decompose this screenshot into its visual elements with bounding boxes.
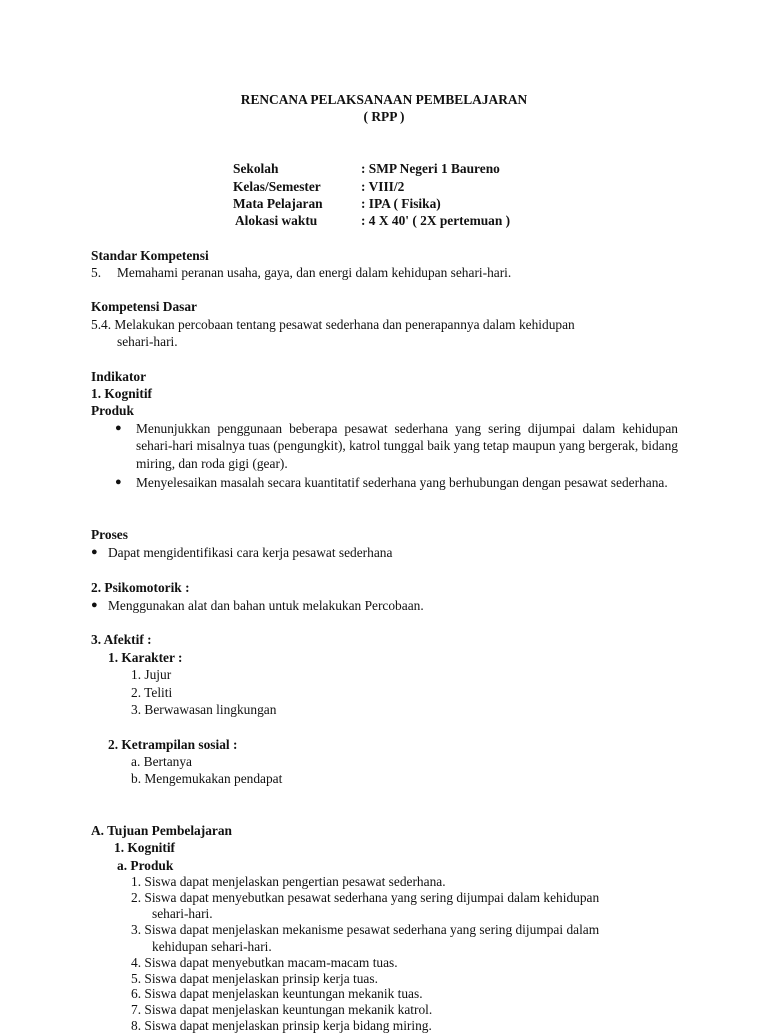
karakter-item: 1. Jujur bbox=[131, 667, 172, 682]
bullet-icon: ● bbox=[115, 422, 122, 434]
tujuan-item: 1. Siswa dapat menjelaskan pengertian pesawat sederhana. bbox=[131, 874, 446, 889]
tujuan-item: 4. Siswa dapat menyebutkan macam-macam tuas. bbox=[131, 955, 398, 970]
afektif-heading: 3. Afektif : bbox=[91, 632, 152, 647]
doc-title: RENCANA PELAKSANAAN PEMBELAJARAN bbox=[240, 92, 528, 107]
class-value: : VIII/2 bbox=[361, 179, 405, 194]
time-label: Alokasi waktu bbox=[235, 213, 318, 228]
tujuan-item: 2. Siswa dapat menyebutkan pesawat sederhana yang sering dijumpai dalam kehidupan bbox=[131, 890, 600, 905]
doc-subtitle: ( RPP ) bbox=[363, 109, 405, 124]
standar-number: 5. bbox=[91, 265, 102, 280]
karakter-item: 3. Berwawasan lingkungan bbox=[131, 702, 277, 717]
psikomotorik-heading: 2. Psikomotorik : bbox=[91, 580, 190, 595]
indikator-bullet-2: Menyelesaikan masalah secara kuantitatif sederhana yang berhubungan dengan pesawat sederhana. bbox=[136, 475, 668, 490]
karakter-item: 2. Teliti bbox=[131, 685, 173, 700]
tujuan-item: kehidupan sehari-hari. bbox=[152, 939, 272, 954]
bullet-icon: ● bbox=[91, 599, 98, 611]
standar-heading: Standar Kompetensi bbox=[91, 248, 209, 263]
tujuan-item: 3. Siswa dapat menjelaskan mekanisme pesawat sederhana yang sering dijumpai dalam bbox=[131, 922, 600, 937]
class-label: Kelas/Semester bbox=[233, 179, 321, 194]
tujuan-item: 6. Siswa dapat menjelaskan keuntungan mekanik tuas. bbox=[131, 986, 423, 1001]
indikator-produk: Produk bbox=[91, 403, 134, 418]
tujuan-item: 8. Siswa dapat menjelaskan prinsip kerja bidang miring. bbox=[131, 1018, 432, 1033]
tujuan-item: sehari-hari. bbox=[152, 906, 213, 921]
sosial-heading: 2. Ketrampilan sosial : bbox=[108, 737, 238, 752]
karakter-heading: 1. Karakter : bbox=[108, 650, 183, 665]
bullet-icon: ● bbox=[91, 546, 98, 558]
tujuan-heading: A. Tujuan Pembelajaran bbox=[91, 823, 232, 838]
subject-label: Mata Pelajaran bbox=[233, 196, 323, 211]
indikator-bullet-1: Menunjukkan penggunaan beberapa pesawat sederhana yang sering dijumpai dalam kehidupan sehari-hari misalnya tuas (pengungkit), katrol tunggal baik yang tetap maupun yang bergerak, bidang miring, dan roda gigi (gear). bbox=[136, 421, 678, 471]
tujuan-item: 7. Siswa dapat menjelaskan keuntungan mekanik katrol. bbox=[131, 1002, 433, 1017]
proses-heading: Proses bbox=[91, 527, 128, 542]
sosial-item: b. Mengemukakan pendapat bbox=[131, 771, 283, 786]
standar-text: Memahami peranan usaha, gaya, dan energi dalam kehidupan sehari-hari. bbox=[117, 265, 512, 280]
indikator-heading: Indikator bbox=[91, 369, 147, 384]
psikomotorik-item: Menggunakan alat dan bahan untuk melakukan Percobaan. bbox=[108, 598, 424, 613]
school-value: : SMP Negeri 1 Baureno bbox=[361, 161, 500, 176]
subject-value: : IPA ( Fisika) bbox=[361, 196, 441, 211]
tujuan-item: 5. Siswa dapat menjelaskan prinsip kerja tuas. bbox=[131, 971, 378, 986]
sosial-item: a. Bertanya bbox=[131, 754, 192, 769]
tujuan-kognitif: 1. Kognitif bbox=[114, 840, 176, 855]
kompetensi-line1: 5.4. Melakukan percobaan tentang pesawat sederhana dan penerapannya dalam kehidupan bbox=[91, 317, 575, 332]
kompetensi-line2: sehari-hari. bbox=[117, 334, 178, 349]
bullet-icon: ● bbox=[115, 476, 122, 488]
school-label: Sekolah bbox=[233, 161, 279, 176]
indikator-kognitif: 1. Kognitif bbox=[91, 386, 153, 401]
time-value: : 4 X 40' ( 2X pertemuan ) bbox=[361, 213, 511, 228]
proses-item: Dapat mengidentifikasi cara kerja pesawat sederhana bbox=[108, 545, 393, 560]
kompetensi-heading: Kompetensi Dasar bbox=[91, 299, 198, 314]
tujuan-produk: a. Produk bbox=[117, 858, 174, 873]
